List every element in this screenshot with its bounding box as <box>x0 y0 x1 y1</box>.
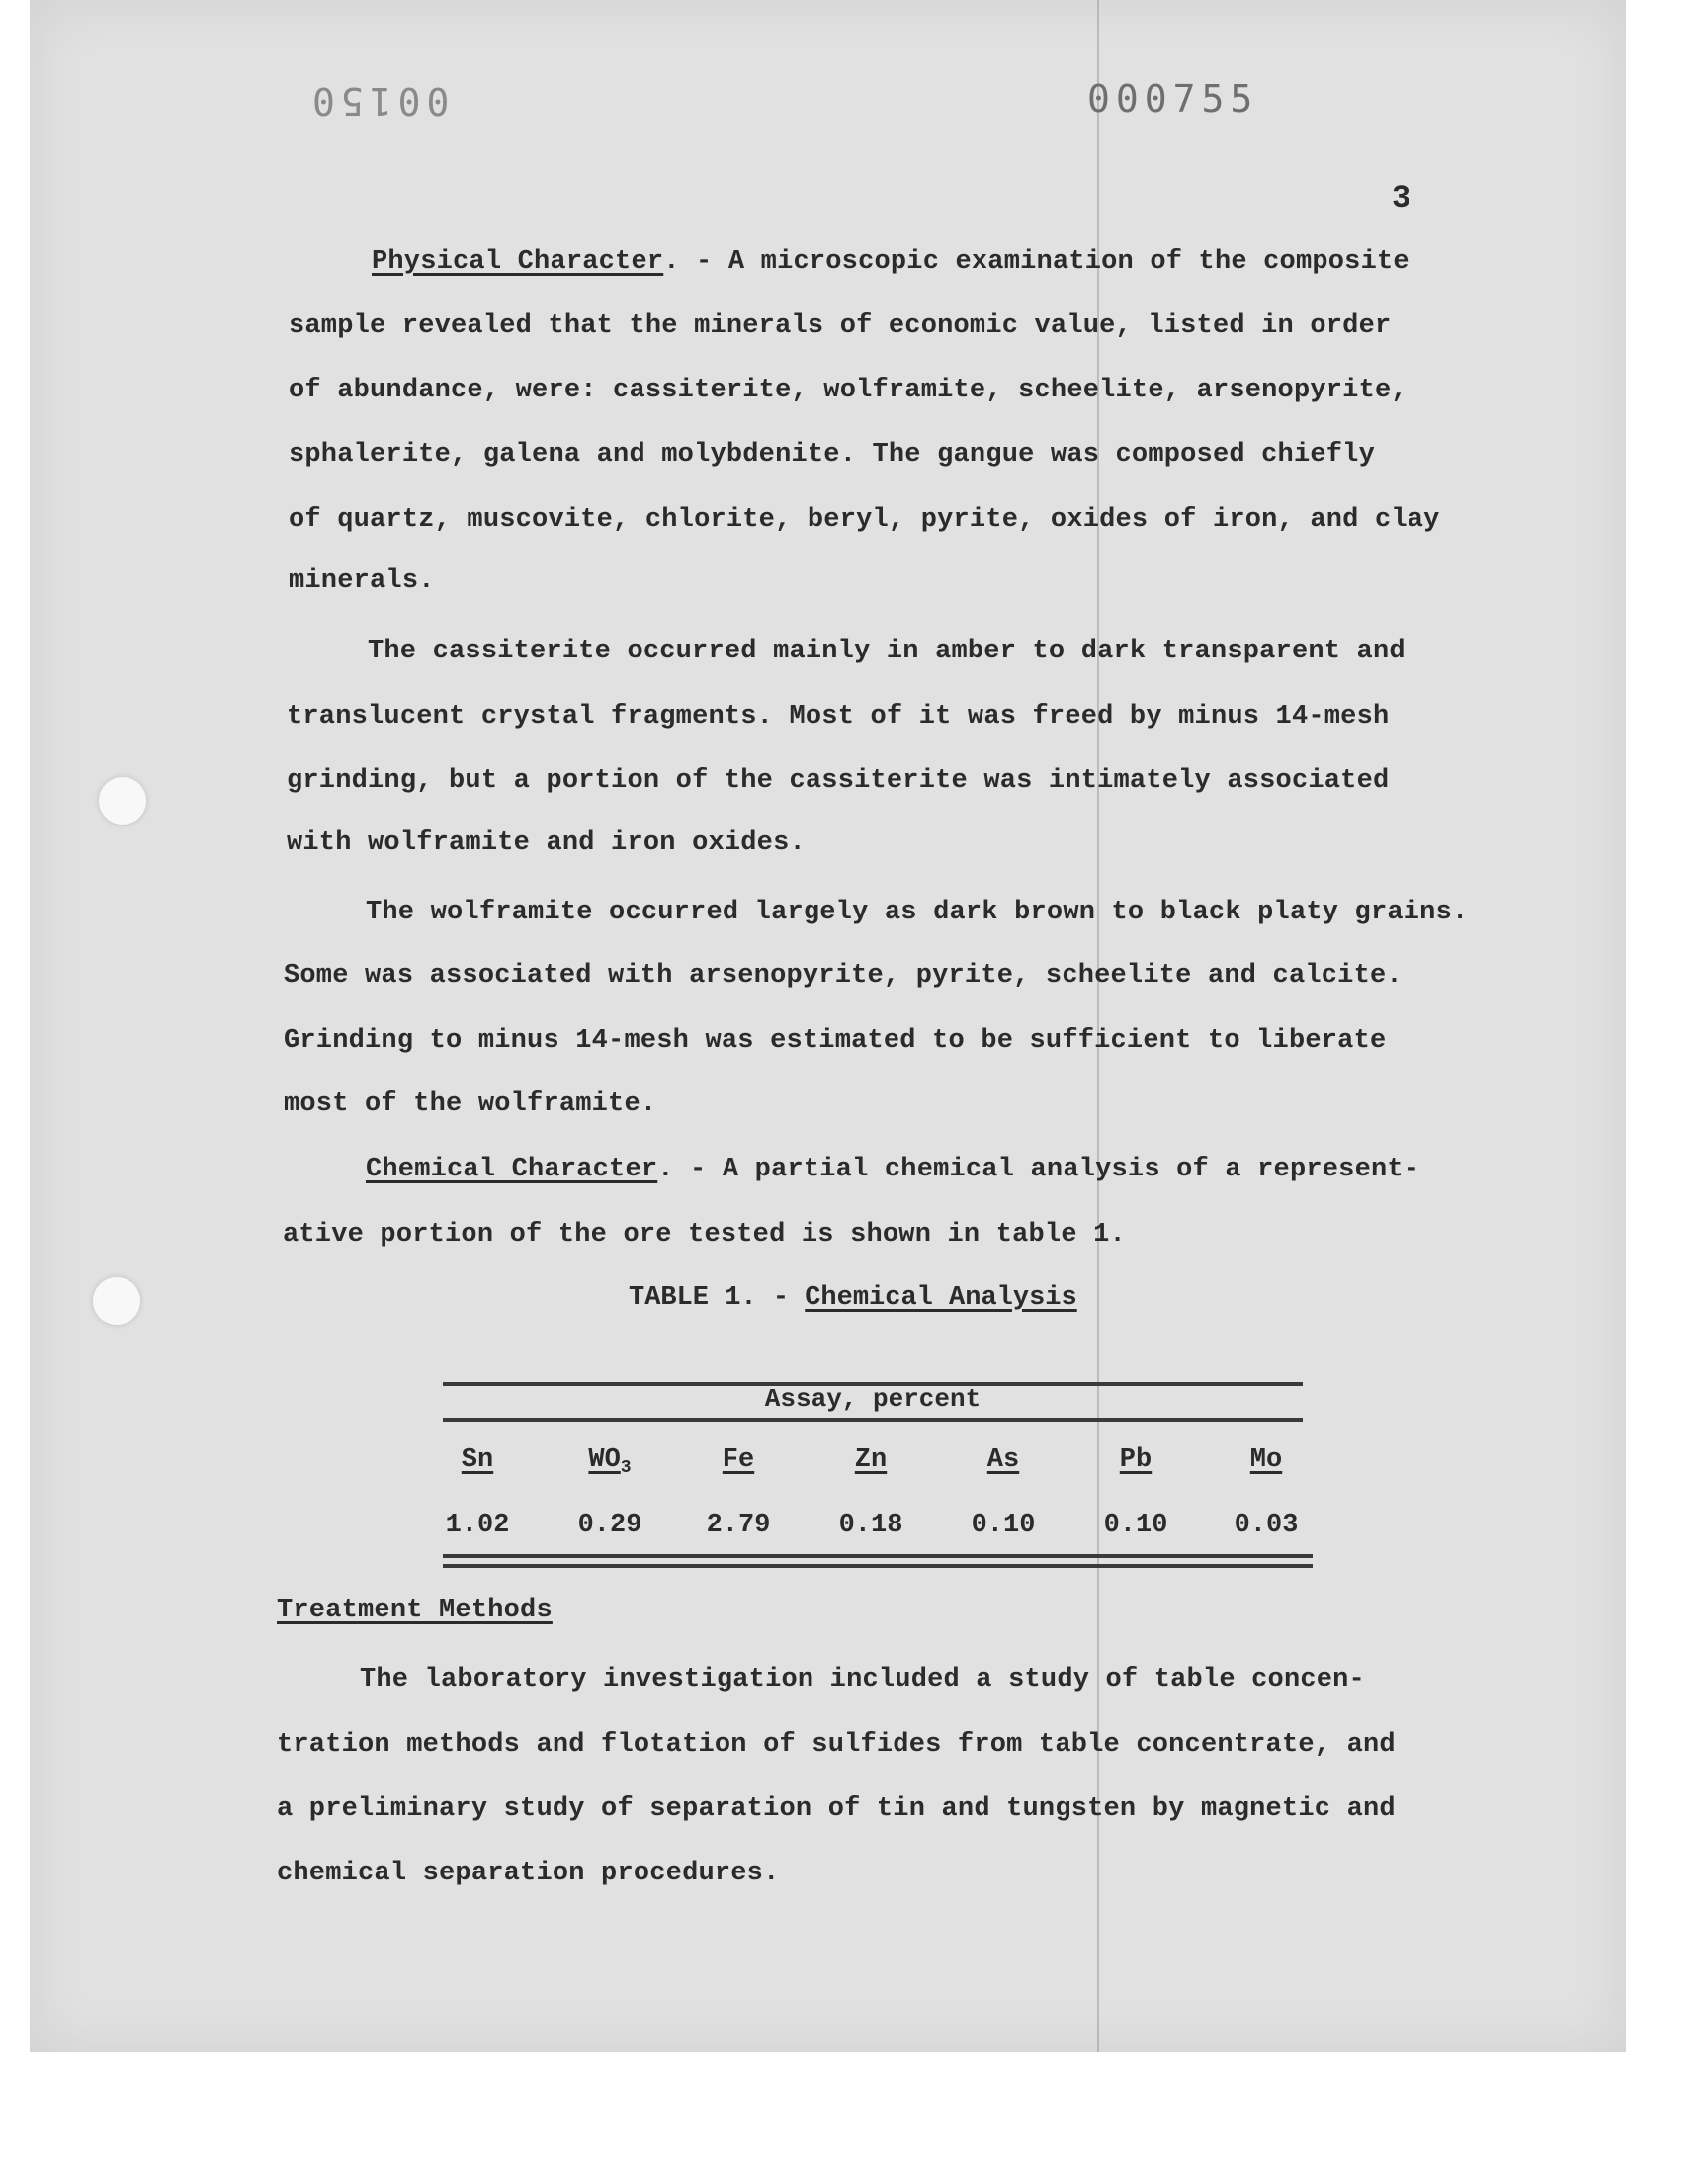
treatment-line-2: tration methods and flotation of sulfides from table concentrate, and <box>277 1730 1396 1760</box>
table-title-text: Chemical Analysis <box>805 1283 1077 1313</box>
cassiterite-line-2: translucent crystal fragments. Most of it was freed by minus 14-mesh <box>287 702 1390 732</box>
table-value-mo: 0.03 <box>1234 1511 1299 1540</box>
page-number: 3 <box>1392 180 1411 217</box>
table-value-wo3: 0.29 <box>577 1511 642 1540</box>
wolframite-line-3: Grinding to minus 14-mesh was estimated to be sufficient to liberate <box>284 1026 1387 1056</box>
table-col-as: As <box>986 1445 1020 1475</box>
physical-line-6: minerals. <box>289 566 435 596</box>
table-col-zn: Zn <box>854 1445 888 1475</box>
table-col-pb: Pb <box>1119 1445 1153 1475</box>
punch-hole-bottom <box>93 1277 140 1325</box>
wolframite-line-1: The wolframite occurred largely as dark brown to black platy grains. <box>366 898 1469 927</box>
table-value-sn: 1.02 <box>445 1511 510 1540</box>
physical-line-4: sphalerite, galena and molybdenite. The gangue was composed chiefly <box>289 440 1375 470</box>
table-title <box>629 1283 1077 1313</box>
wolframite-line-2: Some was associated with arsenopyrite, pyrite, scheelite and calcite. <box>284 961 1403 991</box>
table-group-header: Assay, percent <box>764 1384 982 1414</box>
table-col-fe: Fe <box>722 1445 755 1475</box>
punch-hole-top <box>99 777 146 825</box>
wolframite-line-4: most of the wolframite. <box>284 1089 657 1119</box>
table-title-prefix: TABLE 1. - <box>629 1283 806 1313</box>
physical-line-3: of abundance, were: cassiterite, wolframite, scheelite, arsenopyrite, <box>289 376 1408 405</box>
table-col-mo: Mo <box>1249 1445 1283 1475</box>
table-bottom-rule-1 <box>443 1554 1313 1558</box>
table-bottom-rule-2 <box>443 1564 1313 1568</box>
stamp-number: 000755 <box>1087 77 1259 121</box>
chemical-text: . - A partial chemical analysis of a represent- <box>657 1155 1420 1184</box>
treatment-line-3: a preliminary study of separation of tin and tungsten by magnetic and <box>277 1794 1396 1824</box>
physical-line-5: of quartz, muscovite, chlorite, beryl, pyrite, oxides of iron, and clay <box>289 505 1440 535</box>
physical-line-1 <box>372 247 1409 277</box>
chemical-line-1 <box>366 1155 1419 1184</box>
treatment-line-4: chemical separation procedures. <box>277 1859 780 1888</box>
chemical-heading: Chemical Character <box>366 1155 658 1184</box>
cassiterite-line-4: with wolframite and iron oxides. <box>287 828 806 858</box>
stamp-number-faded: 00150 <box>306 79 450 123</box>
treatment-line-1: The laboratory investigation included a study of table concen- <box>360 1665 1365 1695</box>
treatment-heading: Treatment Methods <box>277 1596 553 1625</box>
table-value-as: 0.10 <box>971 1511 1036 1540</box>
table-header-rule <box>443 1418 1303 1422</box>
table-value-pb: 0.10 <box>1103 1511 1168 1540</box>
physical-line-2: sample revealed that the minerals of economic value, listed in order <box>289 311 1392 341</box>
table-value-fe: 2.79 <box>706 1511 771 1540</box>
table-col-sn: Sn <box>461 1445 494 1475</box>
physical-heading: Physical Character <box>372 247 664 277</box>
physical-text: . - A microscopic examination of the composite <box>663 247 1409 277</box>
chemical-line-2: ative portion of the ore tested is shown in table 1. <box>283 1220 1126 1250</box>
cassiterite-line-1: The cassiterite occurred mainly in amber to dark transparent and <box>368 637 1406 666</box>
cassiterite-line-3: grinding, but a portion of the cassiterite was intimately associated <box>287 766 1390 796</box>
table-value-zn: 0.18 <box>838 1511 903 1540</box>
table-col-wo3: $WO_3$ <box>588 1445 632 1478</box>
